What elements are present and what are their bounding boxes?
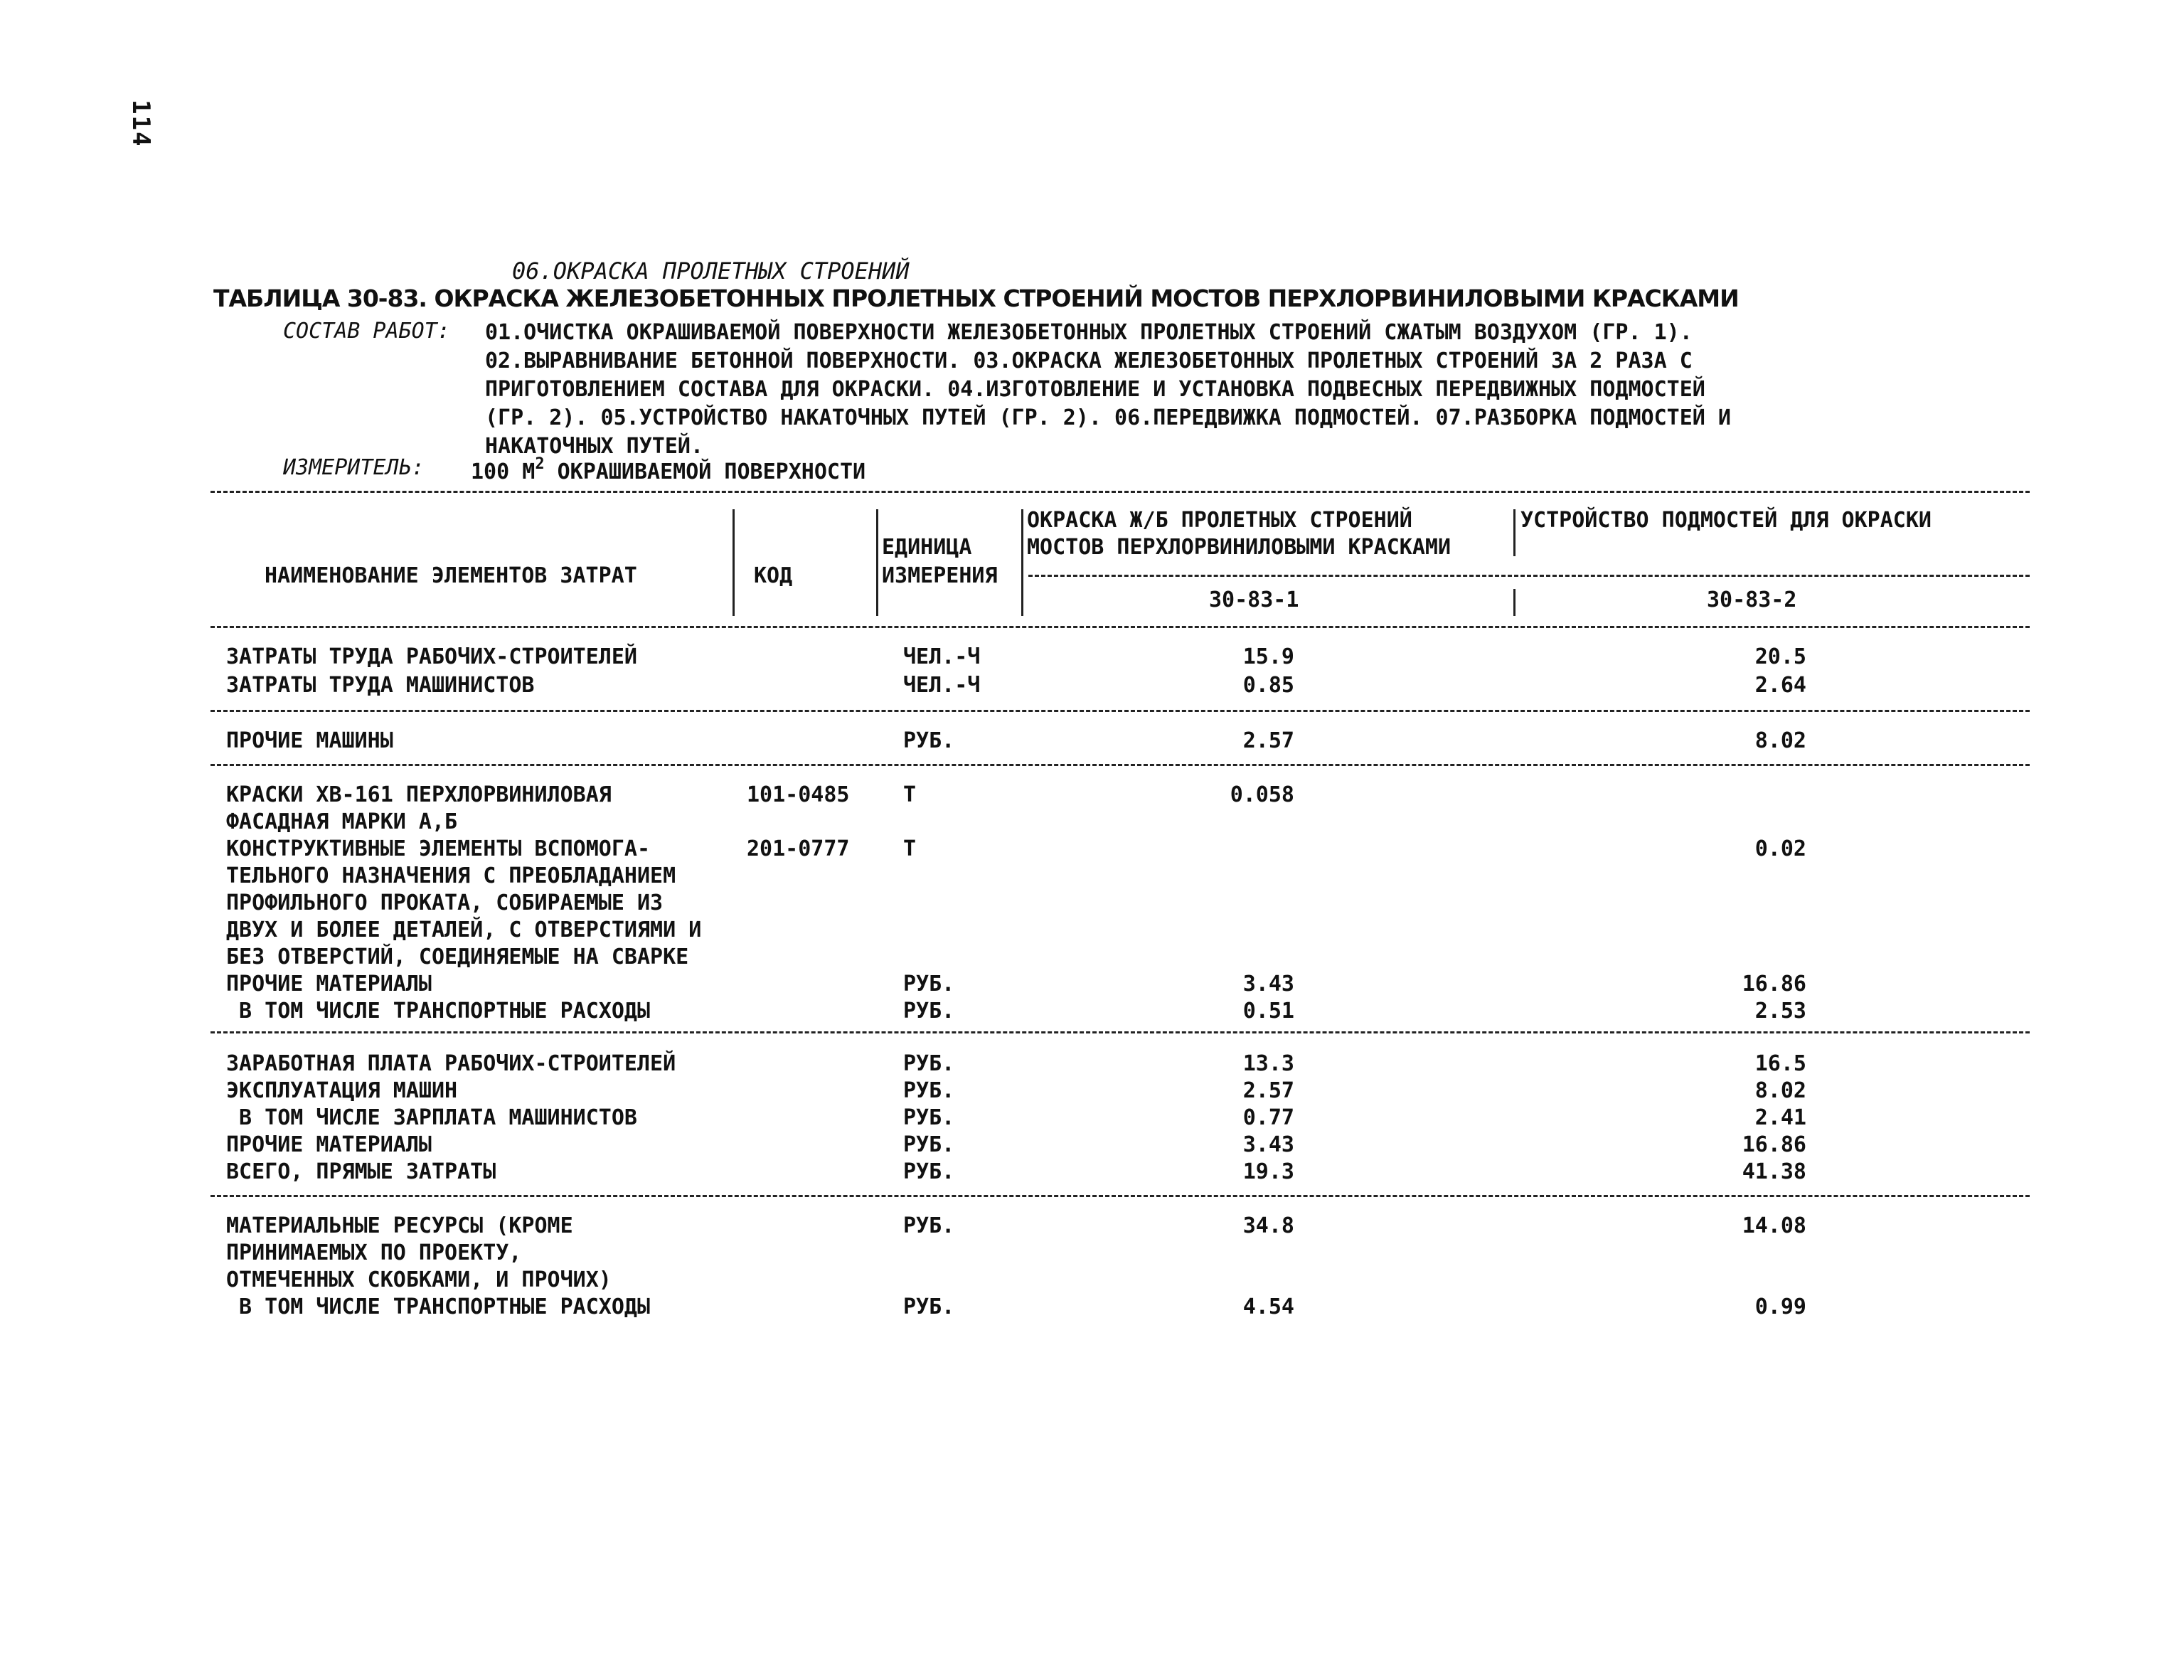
row-value-1: 0.77 bbox=[1242, 1105, 1294, 1130]
header-code: КОД bbox=[754, 563, 793, 588]
group-rule bbox=[211, 764, 2030, 766]
row-value-1: 0.058 bbox=[1230, 782, 1294, 807]
row-value-1: 4.54 bbox=[1242, 1294, 1294, 1319]
row-name: ОТМЕЧЕННЫХ СКОБКАМИ, И ПРОЧИХ) bbox=[226, 1267, 612, 1292]
measure-label: ИЗМЕРИТЕЛЬ: bbox=[283, 455, 425, 480]
work-line: НАКАТОЧНЫХ ПУТЕЙ. bbox=[485, 434, 704, 459]
group-rule bbox=[211, 710, 2030, 712]
row-value-2: 2.53 bbox=[1754, 999, 1806, 1024]
row-unit: ЧЕЛ.-Ч bbox=[903, 673, 981, 698]
work-line: 01.ОЧИСТКА ОКРАШИВАЕМОЙ ПОВЕРХНОСТИ ЖЕЛЕЗОБЕТОННЫХ ПРОЛЕТНЫХ СТРОЕНИЙ СЖАТЫМ ВОЗДУХОМ (ГР. 1). bbox=[485, 320, 1693, 345]
header-group2-line1: УСТРОЙСТВО ПОДМОСТЕЙ ДЛЯ ОКРАСКИ bbox=[1520, 508, 1932, 533]
table-top-rule bbox=[211, 491, 2030, 493]
row-unit: РУБ. bbox=[903, 1294, 955, 1319]
row-name: ВСЕГО, ПРЯМЫЕ ЗАТРАТЫ bbox=[226, 1159, 496, 1184]
row-unit: РУБ. bbox=[903, 1213, 955, 1238]
group-rule bbox=[211, 1031, 2030, 1033]
row-unit: РУБ. bbox=[903, 1078, 955, 1103]
header-inner-rule bbox=[1028, 575, 2030, 577]
row-value-1: 13.3 bbox=[1242, 1051, 1294, 1076]
row-value-1: 3.43 bbox=[1242, 1132, 1294, 1157]
row-unit: РУБ. bbox=[903, 972, 955, 996]
row-value-1: 2.57 bbox=[1242, 728, 1294, 753]
row-value-1: 34.8 bbox=[1242, 1213, 1294, 1238]
header-divider bbox=[1021, 509, 1023, 616]
row-name: ПРОЧИЕ МАТЕРИАЛЫ bbox=[226, 1132, 432, 1157]
page-number: 114 bbox=[127, 100, 155, 148]
row-name: МАТЕРИАЛЬНЫЕ РЕСУРСЫ (КРОМЕ bbox=[226, 1213, 573, 1238]
header-bottom-rule bbox=[211, 626, 2030, 628]
row-unit: ЧЕЛ.-Ч bbox=[903, 644, 981, 669]
work-line: ПРИГОТОВЛЕНИЕМ СОСТАВА ДЛЯ ОКРАСКИ. 04.ИЗГОТОВЛЕНИЕ И УСТАНОВКА ПОДВЕСНЫХ ПЕРЕДВИЖНЫХ ПОДМОСТЕЙ bbox=[485, 377, 1705, 402]
row-name: ПРОЧИЕ МАШИНЫ bbox=[226, 728, 393, 753]
row-unit: Т bbox=[903, 836, 917, 861]
measure-superscript: 2 bbox=[535, 455, 545, 473]
row-value-2: 41.38 bbox=[1742, 1159, 1806, 1184]
row-name: ДВУХ И БОЛЕЕ ДЕТАЛЕЙ, С ОТВЕРСТИЯМИ И bbox=[226, 918, 702, 942]
row-name: КРАСКИ ХВ-161 ПЕРХЛОРВИНИЛОВАЯ bbox=[226, 782, 612, 807]
header-col1-code: 30-83-1 bbox=[1209, 588, 1299, 612]
header-unit-line2: ИЗМЕРЕНИЯ bbox=[882, 563, 998, 588]
header-group1-line1: ОКРАСКА Ж/Б ПРОЛЕТНЫХ СТРОЕНИЙ bbox=[1027, 508, 1412, 533]
header-name: НАИМЕНОВАНИЕ ЭЛЕМЕНТОВ ЗАТРАТ bbox=[265, 563, 637, 588]
row-unit: РУБ. bbox=[903, 999, 955, 1024]
row-name: ПРИНИМАЕМЫХ ПО ПРОЕКТУ, bbox=[226, 1240, 522, 1265]
table-title: ТАБЛИЦА 30-83. ОКРАСКА ЖЕЛЕЗОБЕТОННЫХ ПРОЛЕТНЫХ СТРОЕНИЙ МОСТОВ ПЕРХЛОРВИНИЛОВЫМИ КРАСКАМИ bbox=[213, 285, 1739, 312]
measure-prefix: 100 М bbox=[471, 459, 536, 484]
row-name: В ТОМ ЧИСЛЕ ЗАРПЛАТА МАШИНИСТОВ bbox=[226, 1105, 637, 1130]
row-value-2: 16.86 bbox=[1742, 1132, 1806, 1157]
row-name: ПРОФИЛЬНОГО ПРОКАТА, СОБИРАЕМЫЕ ИЗ bbox=[226, 890, 664, 915]
header-divider bbox=[1513, 589, 1516, 616]
header-divider bbox=[733, 509, 735, 616]
row-value-1: 2.57 bbox=[1242, 1078, 1294, 1103]
row-name: ЗАТРАТЫ ТРУДА РАБОЧИХ-СТРОИТЕЛЕЙ bbox=[226, 644, 637, 669]
row-unit: РУБ. bbox=[903, 1159, 955, 1184]
group-rule bbox=[211, 1195, 2030, 1197]
measure-value bbox=[471, 455, 865, 484]
row-name: ФАСАДНАЯ МАРКИ А,Б bbox=[226, 809, 458, 834]
row-code: 101-0485 bbox=[747, 782, 850, 807]
row-value-2: 2.64 bbox=[1754, 673, 1806, 698]
row-value-1: 19.3 bbox=[1242, 1159, 1294, 1184]
measure-suffix: ОКРАШИВАЕМОЙ ПОВЕРХНОСТИ bbox=[544, 459, 866, 484]
row-value-2: 8.02 bbox=[1754, 1078, 1806, 1103]
row-unit: РУБ. bbox=[903, 1051, 955, 1076]
row-value-1: 15.9 bbox=[1242, 644, 1294, 669]
row-value-1: 0.51 bbox=[1242, 999, 1294, 1024]
row-name: ЗАТРАТЫ ТРУДА МАШИНИСТОВ bbox=[226, 673, 535, 698]
row-value-2: 8.02 bbox=[1754, 728, 1806, 753]
header-col2-code: 30-83-2 bbox=[1707, 588, 1797, 612]
row-name: ПРОЧИЕ МАТЕРИАЛЫ bbox=[226, 972, 432, 996]
header-group1-line2: МОСТОВ ПЕРХЛОРВИНИЛОВЫМИ КРАСКАМИ bbox=[1027, 535, 1451, 560]
header-unit-line1: ЕДИНИЦА bbox=[882, 535, 972, 560]
row-value-1: 3.43 bbox=[1242, 972, 1294, 996]
row-value-1: 0.85 bbox=[1242, 673, 1294, 698]
section-title: 06.ОКРАСКА ПРОЛЕТНЫХ СТРОЕНИЙ bbox=[512, 257, 910, 285]
row-unit: РУБ. bbox=[903, 1105, 955, 1130]
row-value-2: 16.5 bbox=[1754, 1051, 1806, 1076]
row-value-2: 2.41 bbox=[1754, 1105, 1806, 1130]
row-value-2: 16.86 bbox=[1742, 972, 1806, 996]
row-value-2: 14.08 bbox=[1742, 1213, 1806, 1238]
row-value-2: 0.02 bbox=[1754, 836, 1806, 861]
row-value-2: 20.5 bbox=[1754, 644, 1806, 669]
header-divider bbox=[876, 509, 878, 616]
work-composition-text bbox=[485, 319, 1731, 461]
row-name: БЕЗ ОТВЕРСТИЙ, СОЕДИНЯЕМЫЕ НА СВАРКЕ bbox=[226, 945, 689, 969]
row-unit: РУБ. bbox=[903, 1132, 955, 1157]
work-line: (ГР. 2). 05.УСТРОЙСТВО НАКАТОЧНЫХ ПУТЕЙ (ГР. 2). 06.ПЕРЕДВИЖКА ПОДМОСТЕЙ. 07.РАЗБОРКА ПОДМОСТЕЙ И bbox=[485, 405, 1731, 430]
row-unit: РУБ. bbox=[903, 728, 955, 753]
row-name: ТЕЛЬНОГО НАЗНАЧЕНИЯ С ПРЕОБЛАДАНИЕМ bbox=[226, 863, 676, 888]
row-name: ЗАРАБОТНАЯ ПЛАТА РАБОЧИХ-СТРОИТЕЛЕЙ bbox=[226, 1051, 676, 1076]
row-name: В ТОМ ЧИСЛЕ ТРАНСПОРТНЫЕ РАСХОДЫ bbox=[226, 1294, 651, 1319]
work-line: 02.ВЫРАВНИВАНИЕ БЕТОННОЙ ПОВЕРХНОСТИ. 03.ОКРАСКА ЖЕЛЕЗОБЕТОННЫХ ПРОЛЕТНЫХ СТРОЕНИЙ ЗА 2 РАЗА С bbox=[485, 349, 1693, 373]
work-composition-label: СОСТАВ РАБОТ: bbox=[283, 319, 450, 344]
row-value-2: 0.99 bbox=[1754, 1294, 1806, 1319]
row-name: КОНСТРУКТИВНЫЕ ЭЛЕМЕНТЫ ВСПОМОГА- bbox=[226, 836, 651, 861]
row-code: 201-0777 bbox=[747, 836, 850, 861]
header-divider bbox=[1513, 509, 1516, 556]
row-unit: Т bbox=[903, 782, 917, 807]
row-name: ЭКСПЛУАТАЦИЯ МАШИН bbox=[226, 1078, 458, 1103]
row-name: В ТОМ ЧИСЛЕ ТРАНСПОРТНЫЕ РАСХОДЫ bbox=[226, 999, 651, 1024]
